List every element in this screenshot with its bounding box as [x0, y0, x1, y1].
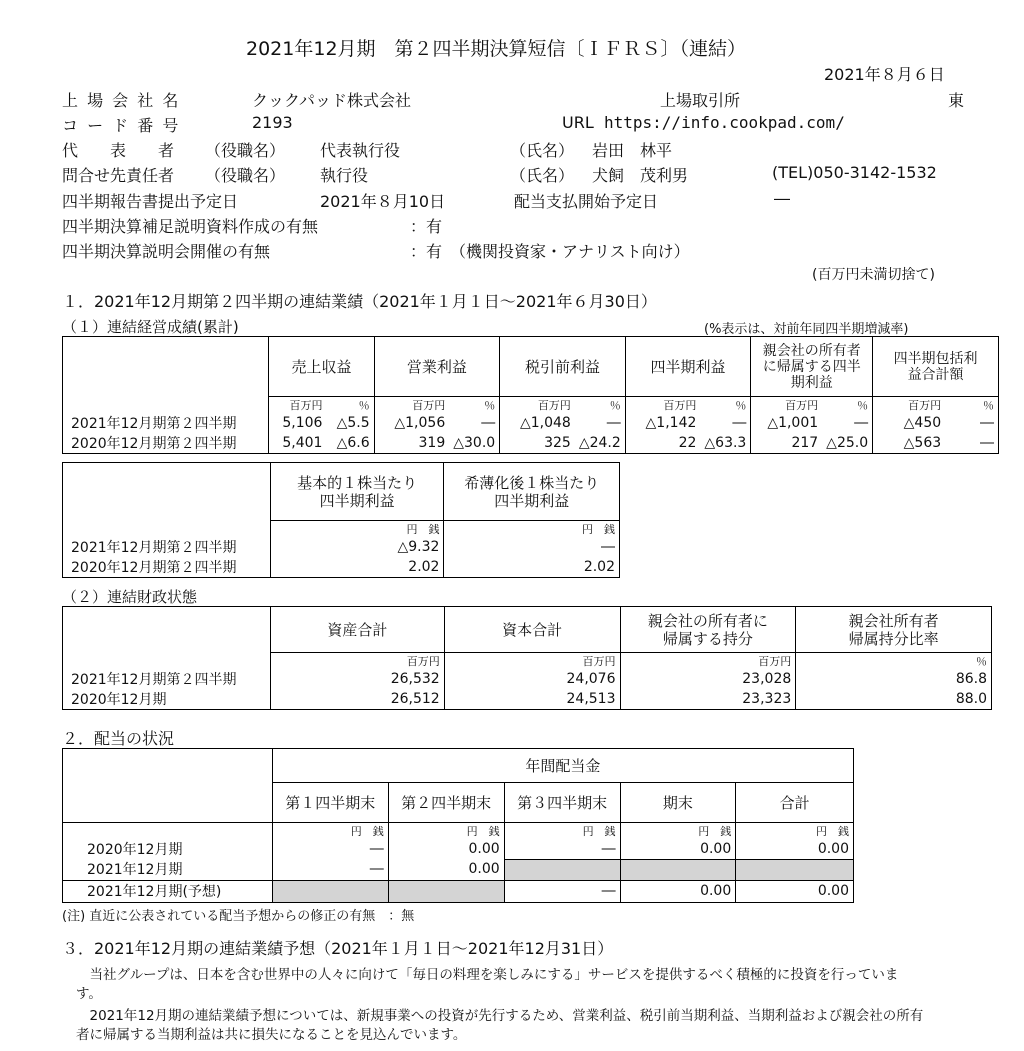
dividend-note: (注) 直近に公表されている配当予想からの修正の有無 ：無: [62, 909, 415, 924]
paragraph-1-cont: す。: [76, 986, 102, 1002]
exchange-label: 上場取引所: [660, 91, 741, 110]
pct-note: (%表示は、対前年同四半期増減率): [704, 322, 909, 337]
unit-cell: ％: [326, 397, 374, 414]
row-label: 2021年12月期第２四半期: [63, 413, 269, 433]
value-cell: 23,028: [620, 669, 796, 689]
col-equity-ratio: 親会社所有者 帰属持分比率: [796, 607, 992, 653]
table-row: [63, 880, 854, 902]
unit-cell: 百万円: [270, 653, 444, 670]
shaded-cell: [272, 880, 388, 902]
report-date-label: 四半期報告書提出予定日: [62, 192, 239, 211]
value-cell: ―: [504, 880, 620, 902]
value-cell: 5,401: [269, 433, 327, 454]
value-cell: △1,048: [500, 413, 575, 433]
dividend-table: [62, 748, 854, 903]
col-basic-eps: 基本的１株当たり 四半期利益: [270, 463, 444, 521]
row-label: 2021年12月期: [63, 859, 273, 880]
url-link[interactable]: https://info.cookpad.com/: [604, 113, 845, 132]
value-cell: △1,142: [625, 413, 700, 433]
value-cell: △24.2: [575, 433, 625, 454]
unit-cell: 百万円: [873, 397, 946, 414]
row-label: 2021年12月期第２四半期: [63, 537, 271, 557]
contact-tel: (TEL)050-3142-1532: [772, 163, 937, 182]
value-cell: 86.8: [796, 669, 992, 689]
contact-label: 問合せ先責任者: [62, 166, 175, 185]
unit-cell: 円 銭: [272, 823, 388, 840]
section1-sub2: （２）連結財政状態: [62, 588, 198, 606]
value-cell: 0.00: [388, 839, 504, 859]
unit-cell: ％: [575, 397, 625, 414]
col-owner-equity: 親会社の所有者に 帰属する持分: [620, 607, 796, 653]
col-q2: 第２四半期末: [388, 783, 504, 823]
shaded-cell: [620, 859, 736, 880]
value-cell: △1,056: [374, 413, 449, 433]
value-cell: △563: [873, 433, 946, 454]
rep-title: 代表執行役: [320, 141, 401, 160]
value-cell: △1,001: [751, 413, 822, 433]
value-cell: 319: [374, 433, 449, 454]
value-cell: ―: [504, 839, 620, 859]
value-cell: 0.00: [388, 859, 504, 880]
table-row: [63, 557, 620, 578]
header-blank: [63, 337, 269, 397]
paragraph-2: 2021年12月期の連結業績予想については、新規事業への投資が先行するため、営業利益、税引前当期利益、当期利益および親会社の所有: [76, 1008, 924, 1024]
table-row: [63, 689, 992, 710]
value-cell: ―: [945, 413, 998, 433]
value-cell: 24,076: [444, 669, 620, 689]
shaded-cell: [504, 859, 620, 880]
section2-heading: ２．配当の状況: [62, 729, 175, 748]
row-label: 2020年12月期: [63, 839, 273, 859]
unit-cell: ％: [796, 653, 992, 670]
value-cell: 24,513: [444, 689, 620, 710]
paragraph-2-cont: 者に帰属する当期利益は共に損失になることを見込んでいます。: [76, 1027, 467, 1043]
value-cell: △5.5: [326, 413, 374, 433]
row-label: 2020年12月期第２四半期: [63, 433, 269, 454]
unit-cell: 円 銭: [270, 521, 444, 538]
company-name: クックパッド株式会社: [252, 91, 412, 110]
shaded-cell: [736, 859, 854, 880]
shaded-cell: [388, 880, 504, 902]
eps-table: [62, 462, 620, 578]
contact-title: 執行役: [320, 166, 369, 185]
code-label: コ ー ド 番 号: [62, 116, 181, 135]
dividend-date-label: 配当支払開始予定日: [514, 192, 659, 211]
value-cell: △63.3: [700, 433, 750, 454]
value-cell: ―: [822, 413, 872, 433]
col-diluted-eps: 希薄化後１株当たり 四半期利益: [444, 463, 620, 521]
unit-cell: 百万円: [500, 397, 575, 414]
col-q1: 第１四半期末: [272, 783, 388, 823]
value-cell: ―: [272, 859, 388, 880]
value-cell: 0.00: [736, 880, 854, 902]
report-date: 2021年８月10日: [320, 192, 446, 211]
value-cell: ―: [449, 413, 499, 433]
supplement-label: 四半期決算補足説明資料作成の有無: [62, 217, 319, 236]
financial-position-table: [62, 606, 992, 710]
section1-sub1: （１）連結経営成績(累計): [62, 318, 239, 336]
unit-cell: ％: [449, 397, 499, 414]
unit-cell: ％: [822, 397, 872, 414]
value-cell: 2.02: [444, 557, 620, 578]
col-q3: 第３四半期末: [504, 783, 620, 823]
contact-name: 犬飼 茂利男: [592, 166, 689, 185]
release-date: 2021年８月６日: [824, 65, 945, 84]
value-cell: 22: [625, 433, 700, 454]
value-cell: ―: [444, 537, 620, 557]
value-cell: 88.0: [796, 689, 992, 710]
supplement-value: ：有: [410, 217, 443, 236]
operating-results-table: [62, 336, 999, 454]
exchange-value: 東: [948, 91, 965, 110]
value-cell: 0.00: [620, 839, 736, 859]
unit-cell: 円 銭: [388, 823, 504, 840]
value-cell: 217: [751, 433, 822, 454]
value-cell: ―: [575, 413, 625, 433]
rep-name: 岩田 林平: [592, 141, 673, 160]
unit-cell: 百万円: [269, 397, 327, 414]
unit-cell: 百万円: [751, 397, 822, 414]
value-cell: 26,532: [270, 669, 444, 689]
rep-label: 代 表 者: [62, 141, 175, 160]
value-cell: 0.00: [736, 839, 854, 859]
table-row: [63, 839, 854, 859]
table-row: [63, 413, 999, 433]
value-cell: ―: [945, 433, 998, 454]
contact-name-label: （氏名）: [510, 166, 575, 185]
briefing-label: 四半期決算説明会開催の有無: [62, 242, 271, 261]
section3-heading: ３．2021年12月期の連結業績予想（2021年１月１日～2021年12月31日）: [62, 939, 614, 958]
value-cell: ―: [272, 839, 388, 859]
unit-cell: ％: [700, 397, 750, 414]
dividend-date: ―: [774, 189, 790, 208]
unit-cell: 円 銭: [736, 823, 854, 840]
rep-title-label: （役職名）: [205, 141, 286, 160]
unit-cell: 百万円: [620, 653, 796, 670]
code-value: 2193: [252, 113, 293, 132]
row-label: 2021年12月期(予想): [63, 880, 273, 902]
table-row: [63, 537, 620, 557]
value-cell: 5,106: [269, 413, 327, 433]
value-cell: △450: [873, 413, 946, 433]
table-row: [63, 433, 999, 454]
value-cell: 2.02: [270, 557, 444, 578]
page-title: 2021年12月期 第２四半期決算短信〔ＩＦＲＳ〕（連結）: [246, 38, 747, 60]
value-cell: △9.32: [270, 537, 444, 557]
col-operating-profit: 営業利益: [374, 337, 500, 397]
value-cell: 23,323: [620, 689, 796, 710]
annual-dividend-header: 年間配当金: [272, 749, 853, 783]
row-label: 2020年12月期第２四半期: [63, 557, 271, 578]
col-revenue: 売上収益: [269, 337, 374, 397]
unit-cell: 百万円: [625, 397, 700, 414]
value-cell: 26,512: [270, 689, 444, 710]
paragraph-1: 当社グループは、日本を含む世界中の人々に向けて「毎日の料理を楽しみにする」サービスを提供するべく積極的に投資を行っていま: [76, 967, 899, 983]
col-owner-profit: 親会社の所有者 に帰属する四半 期利益: [751, 337, 873, 397]
value-cell: ―: [700, 413, 750, 433]
value-cell: △6.6: [326, 433, 374, 454]
section1-heading: １．2021年12月期第２四半期の連結業績（2021年１月１日～2021年６月30日）: [62, 292, 657, 311]
unit-cell: 円 銭: [620, 823, 736, 840]
col-year-end: 期末: [620, 783, 736, 823]
row-label: 2020年12月期: [63, 689, 271, 710]
briefing-value: ：有 （機関投資家・アナリスト向け）: [410, 242, 690, 261]
contact-title-label: （役職名）: [205, 166, 286, 185]
col-comprehensive: 四半期包括利 益合計額: [873, 337, 999, 397]
col-pretax-profit: 税引前利益: [500, 337, 626, 397]
row-label: 2021年12月期第２四半期: [63, 669, 271, 689]
value-cell: △25.0: [822, 433, 872, 454]
col-total-assets: 資産合計: [270, 607, 444, 653]
value-cell: 0.00: [620, 880, 736, 902]
unit-cell: 百万円: [444, 653, 620, 670]
unit-note: (百万円未満切捨て): [812, 267, 935, 283]
company-label: 上 場 会 社 名: [62, 91, 181, 110]
value-cell: △30.0: [449, 433, 499, 454]
unit-cell: 百万円: [374, 397, 449, 414]
rep-name-label: （氏名）: [510, 141, 575, 160]
value-cell: 325: [500, 433, 575, 454]
table-row: [63, 859, 854, 880]
col-total-equity: 資本合計: [444, 607, 620, 653]
url-label: URL: [562, 113, 594, 132]
unit-cell: 円 銭: [444, 521, 620, 538]
unit-cell: 円 銭: [504, 823, 620, 840]
col-total: 合計: [736, 783, 854, 823]
table-row: [63, 669, 992, 689]
unit-cell: ％: [945, 397, 998, 414]
col-quarter-profit: 四半期利益: [625, 337, 751, 397]
